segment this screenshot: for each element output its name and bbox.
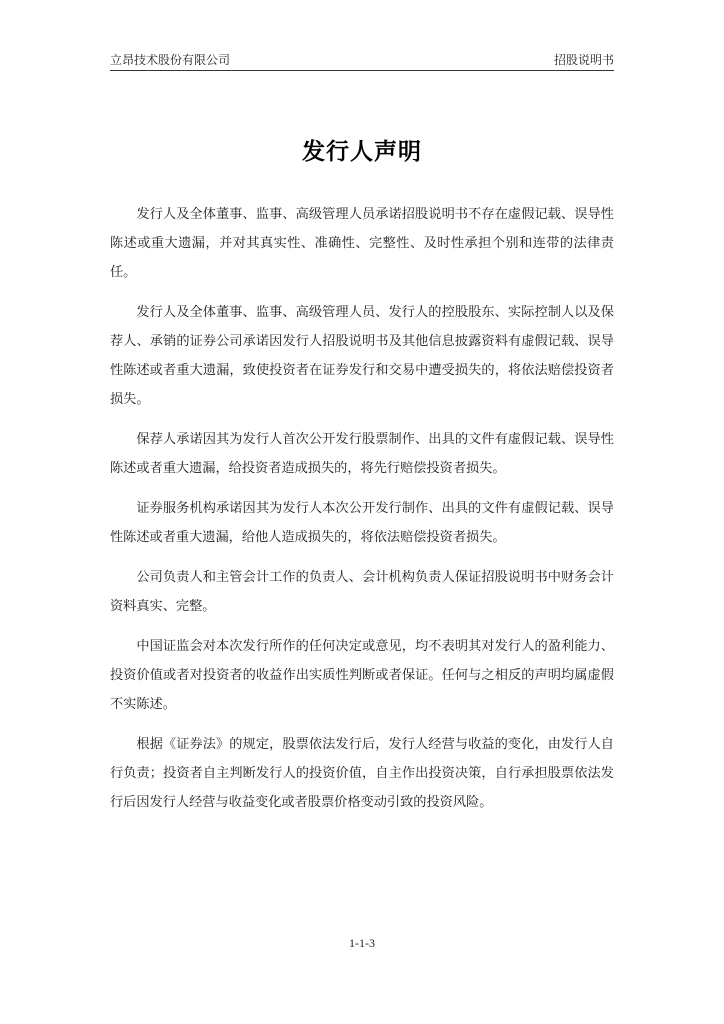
header-company-name: 立昂技术股份有限公司: [110, 53, 231, 67]
header-divider: [110, 70, 614, 71]
page-header: [110, 52, 614, 68]
header-document-type: 招股说明书: [553, 53, 614, 67]
paragraph-7: 根据《证券法》的规定，股票依法发行后，发行人经营与收益的变化，由发行人自行负责；投资者自主判断发行人的投资价值，自主作出投资决策，自行承担股票依法发行后因发行人经营与收益变化或者股票价格变动引致的投资风险。: [110, 737, 614, 810]
paragraph-5: 公司负责人和主管会计工作的负责人、会计机构负责人保证招股说明书中财务会计资料真实、完整。: [110, 570, 614, 614]
paragraph-6: 中国证监会对本次发行所作的任何决定或意见，均不表明其对发行人的盈利能力、投资价值或者对投资者的收益作出实质性判断或者保证。任何与之相反的声明均属虚假不实陈述。: [110, 639, 614, 712]
paragraph-4: 证券服务机构承诺因其为发行人本次公开发行制作、出具的文件有虚假记载、误导性陈述或者重大遗漏，给他人造成损失的，将依法赔偿投资者损失。: [110, 501, 614, 545]
page-title: 发行人声明: [302, 139, 422, 165]
paragraph-2: 发行人及全体董事、监事、高级管理人员、发行人的控股股东、实际控制人以及保荐人、承销的证券公司承诺因发行人招股说明书及其他信息披露资料有虚假记载、误导性陈述或者重大遗漏，致使投资者在证券发行和交易中遭受损失的，将依法赔偿投资者损失。: [110, 305, 614, 407]
page-number: 1-1-3: [349, 936, 375, 950]
declaration-body: [110, 200, 614, 828]
paragraph-1: 发行人及全体董事、监事、高级管理人员承诺招股说明书不存在虚假记载、误导性陈述或重大遗漏，并对其真实性、准确性、完整性、及时性承担个别和连带的法律责任。: [110, 207, 614, 280]
paragraph-3: 保荐人承诺因其为发行人首次公开发行股票制作、出具的文件有虚假记载、误导性陈述或者重大遗漏，给投资者造成损失的，将先行赔偿投资者损失。: [110, 432, 614, 476]
